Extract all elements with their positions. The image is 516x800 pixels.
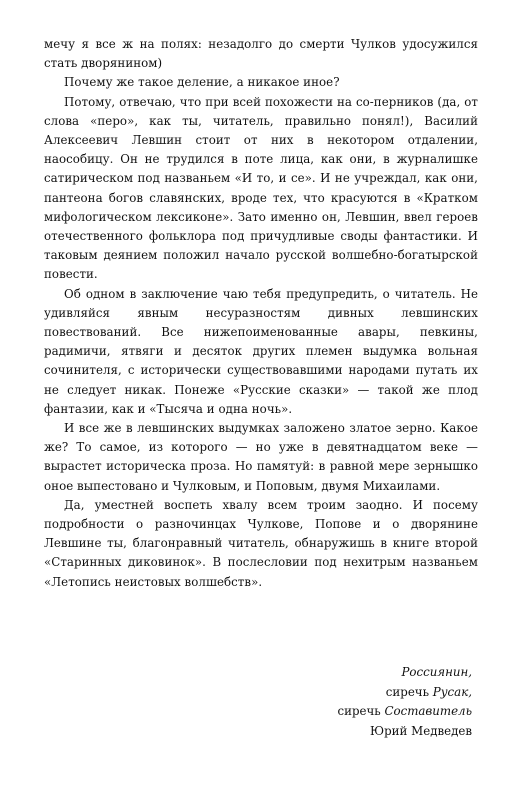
signature-line-3-prefix: сиречь (337, 704, 385, 718)
signature-line-1: Россиянин, (401, 665, 472, 679)
paragraph-golden-seed: И все же в левшинских выдумках заложено златое зерно. Какое же? То самое, из которого — но уже в девятнадцатом веке — вырастет историческа проза. Но памятуй: в равной мере зернышко оное выпестовано и Чулковым, и Поповым, двумя Михаилами. (44, 421, 478, 493)
paragraph-warning: Об одном в заключение чаю тебя предупредить, о читатель. Не удивляйся явным несуразностям дивных левшинских повествований. Все нижепоименованные авары, певкины, радимичи, ятвяги и десяток других племен выдумка вольная сочинителя, с исторически существовавшими народами путать их не следует никак. Понеже «Русские сказки» — такой же плод фантазии, как и «Тысяча и одна ночь». (44, 286, 478, 416)
signature-line-2-italic: Русак, (432, 684, 472, 699)
paragraph-continuation: мечу я все ж на полях: незадолго до смерти Чулков удосужился стать дворянином) (44, 37, 478, 71)
signature-line-2 (337, 683, 472, 703)
body-text (44, 35, 478, 592)
signature-line-3 (337, 702, 472, 722)
paragraph-levshin: Потому, отвечаю, что при всей похожести на со-перников (да, от слова «перо», как ты, читатель, правильно понял!), Василий Алексеевич Левшин стоит от них в некотором отдалении, наособицу. Он не трудился в поте лица, как они, в журналишке сатирическом под названьем «И то, и се». И не учреждал, как они, пантеона богов славянских, вроде тех, что красуются в «Кратком мифологическом лексиконе». Зато именно он, Левшин, ввел героев отечественного фольклора под причудливые своды фантастики. И таковым деянием положил начало русской волшебно-богатырской повести. (44, 94, 478, 282)
author-name: Юрий Медведев (370, 723, 472, 738)
paragraph-praise: Да, уместней воспеть хвалу всем троим заодно. И посему подробности о разночинцах Чулкове, Попове и о дворянине Левшине ты, благонравный читатель, обнаружишь в книге второй «Старинных диковинок». В послесловии под нехитрым названьем «Летопись неистовых волшебств». (44, 497, 478, 589)
signature-line-3-italic: Составитель (384, 704, 472, 718)
paragraph-question: Почему же такое деление, а никакое иное? (64, 75, 340, 90)
signature-line-2-prefix: сиречь (385, 684, 433, 699)
signature-block (337, 663, 472, 741)
